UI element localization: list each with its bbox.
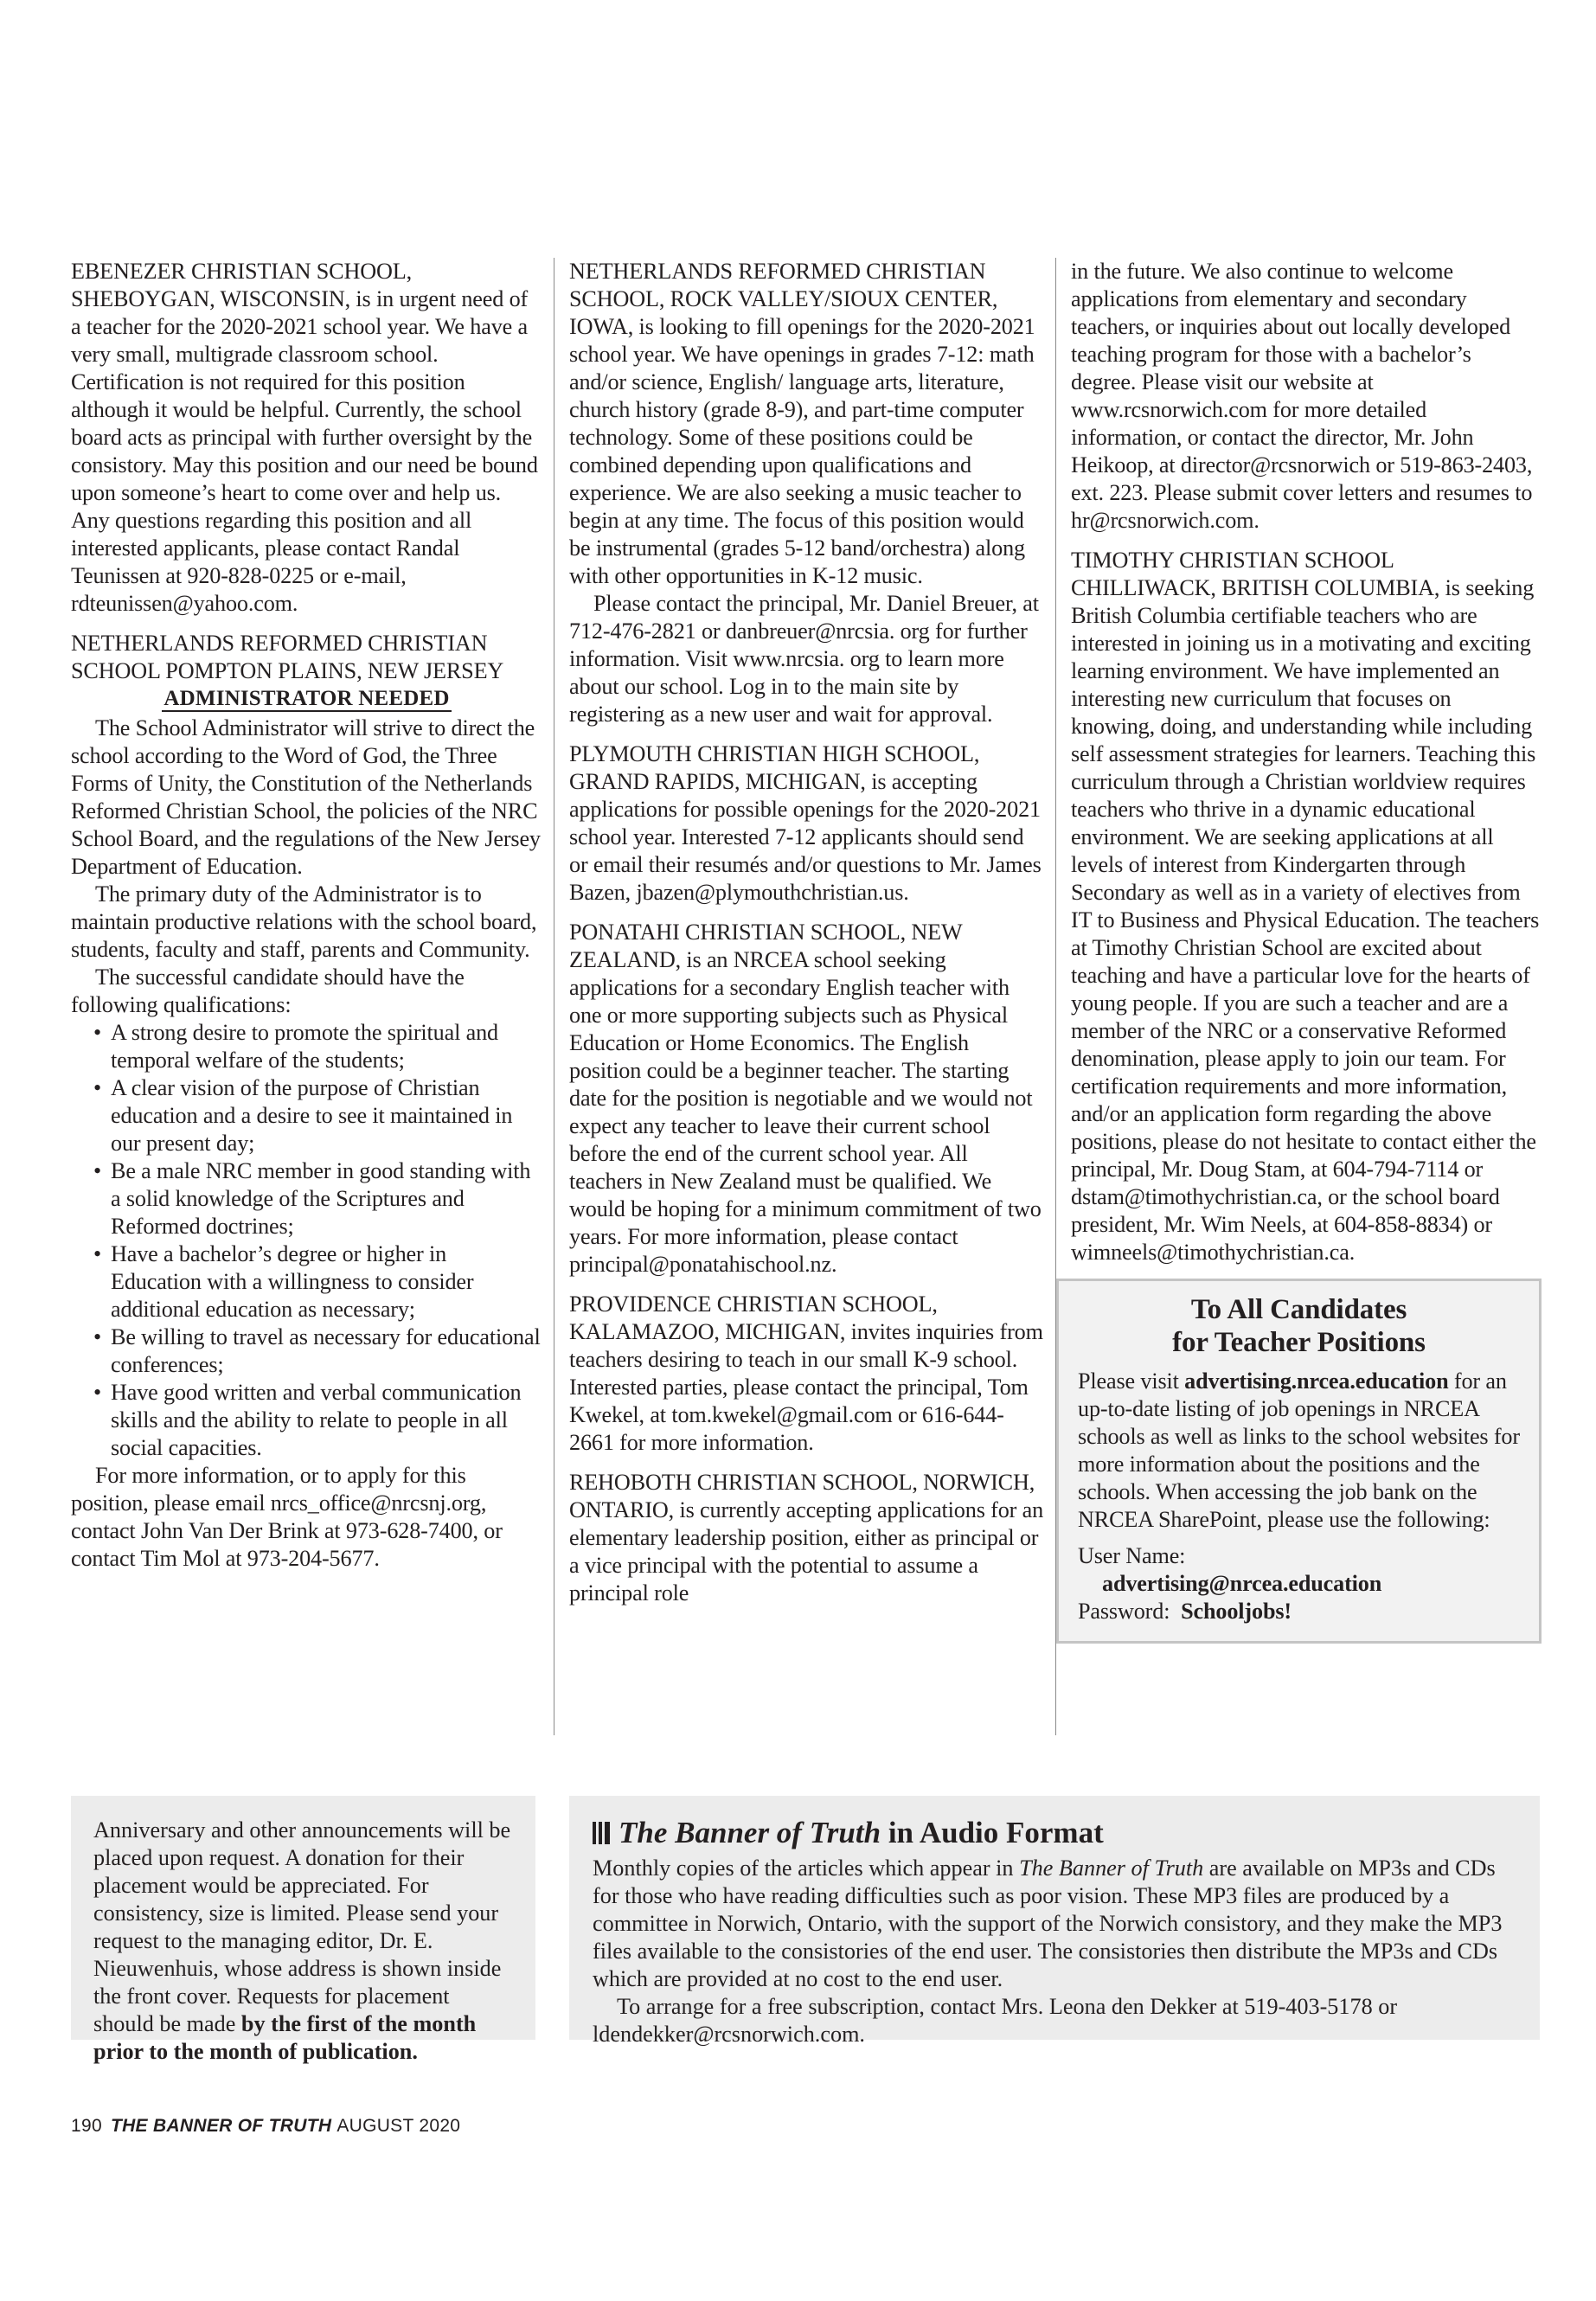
list-item: • A strong desire to promote the spiritual and temporal welfare of the students; [93, 1019, 542, 1074]
ad-paragraph: The primary duty of the Administrator is to maintain productive relations with the school board, students, faculty and staff, parents and Community. [71, 881, 537, 962]
ad-text: is seeking British Columbia certifiable teachers who are interested in joining us in a motivating and exciting learning environment. We have implemented an interesting new curriculum that focuses on knowing, doing, and understanding while including self assessment strategies for learners. Teaching this curriculum through a Christian worldview requires teachers who thrive in a dynamic educational environment. We are seeking applications at all levels of interest from Kindergarten through Secondary as well as in a variety of electives from IT to Business and Physical Education. The teachers at Timothy Christian School are excited about teaching and have a particular love for the hearts of young people. If you are such a teacher and are a member of the NRC or a conservative Reformed denomination, please apply to join our team. For certification requirements and more information, and/or an application form regarding the above positions, please do not hesitate to contact either the principal, Mr. Doug Stam, at 604-794-7114 or dstam@timothychristian.ca, or the school board president, Mr. Wim Neels, at 604-858-8834) or wimneels@timothychristian.ca. [1071, 575, 1540, 1265]
column-2 [554, 258, 1045, 1735]
ad-rehoboth [569, 1469, 1045, 1607]
list-item: • A clear vision of the purpose of Christian education and a desire to see it maintained in our present day; [93, 1074, 542, 1157]
user-name-label: User Name: [1078, 1543, 1186, 1568]
ad-text: invites inquiries from teachers desiring to teach in our small K-9 school. Interested parties, please contact the principal, Tom Kwekel, at tom.kwekel@gmail.com or 616-644-2661 for more information. [569, 1319, 1043, 1455]
ad-text: is an NRCEA school seeking applications for a secondary English teacher with one or more supporting subjects such as Physical Education or Home Economics. The English position could be a beginner teacher. The starting date for the position is negotiable and we would not expect any teacher to leave their current school before the end of the current school year. All teachers in New Zealand must be qualified. We would be hoping for a minimum commitment of two years. For more information, please contact principal@ponatahischool.nz. [569, 947, 1042, 1277]
candidates-text: Please visit advertising.nrcea.education for an up-to-date listing of job openings in NRCEA schools as well as links to the school websites for more information about the positions and the schools. When accessing the job bank on the NRCEA SharePoint, please use the following: [1078, 1368, 1520, 1532]
school-name: EBENEZER CHRISTIAN SCHOOL, SHEBOYGAN, WISCONSIN, [71, 259, 413, 311]
audio-paragraph: To arrange for a free subscription, contact Mrs. Leona den Dekker at 519-403-5178 or ldendekker@rcsnorwich.com. [593, 1994, 1398, 2047]
ad-paragraph: For more information, or to apply for this position, please email nrcs_office@nrcsnj.org, contact John Van Der Brink at 973-628-7400, or contact Tim Mol at 973-204-5677. [71, 1463, 503, 1571]
ad-text: is in urgent need of a teacher for the 2020-2021 school year. We have a very small, multigrade classroom school. Certification is not required for this position although it would be helpful. Currently, the school board acts as principal with further oversight by the consistory. May this position and our need be bound upon someone’s heart to come over and help us. Any questions regarding this position and all interested applicants, please contact Randal Teunissen at 920-828-0225 or e-mail, rdteunissen@yahoo.com. [71, 286, 538, 616]
ad-paragraph: The School Administrator will strive to direct the school according to the Word of God, the Three Forms of Unity, the Constitution of the Netherlands Reformed Christian School, the policies of the NRC School Board, and the regulations of the New Jersey Department of Education. [71, 715, 541, 879]
magazine-title: THE BANNER OF TRUTH [110, 2116, 332, 2136]
ad-rehoboth-continued [1071, 258, 1540, 535]
audio-title: The Banner of Truth in Audio Format [593, 1815, 1517, 1851]
list-item: • Be a male NRC member in good standing with a solid knowledge of the Scriptures and Reformed doctrines; [93, 1157, 542, 1240]
school-name: PONATAHI CHRISTIAN SCHOOL, NEW ZEALAND, [569, 920, 963, 972]
audio-paragraph: Monthly copies of the articles which appear in The Banner of Truth are available on MP3s and CDs for those who have reading difficulties such as poor vision. These MP3 files are produced by a committee in Norwich, Ontario, with the support of the Norwich consistory, and they make the MP3 files available to the consistories of the end user. The consistories then distribute the MP3s and CDs which are provided at no cost to the end user. [593, 1856, 1503, 1991]
ad-timothy [1071, 547, 1540, 1266]
list-item: • Be willing to travel as necessary for educational conferences; [93, 1324, 542, 1379]
issue-date: AUGUST 2020 [337, 2116, 461, 2136]
ad-pompton [71, 630, 542, 1573]
ad-text: is looking to fill openings for the 2020-2021 school year. We have openings in grades 7-12: math and/or science, English/ language arts, literature, church history (grade 8-9), and part-time computer technology. Some of these positions could be combined depending upon qualifications and experience. We are also seeking a music teacher to begin at any time. The focus of this position would be instrumental (grades 5-12 band/orchestra) along with other opportunities in K-12 music. [569, 314, 1035, 588]
audio-bars-icon [593, 1822, 610, 1844]
qualifications-list [71, 1019, 542, 1462]
candidates-box [1056, 1279, 1542, 1644]
school-name: NETHERLANDS REFORMED CHRISTIAN SCHOOL, ROCK VALLEY/SIOUX CENTER, IOWA, [569, 259, 998, 339]
school-name: REHOBOTH CHRISTIAN SCHOOL, NORWICH, ONTARIO, [569, 1470, 1035, 1522]
ad-text: is accepting applications for possible openings for the 2020-2021 school year. Interested 7-12 applicants should send or email their resumés and/or questions to Mr. James Bazen, jbazen@plymouthchristian.us. [569, 769, 1042, 905]
ad-paragraph: The successful candidate should have the following qualifications: [71, 965, 465, 1017]
user-name-value: advertising@nrcea.education [1102, 1571, 1382, 1596]
ad-plymouth [569, 740, 1045, 907]
ad-ebenezer [71, 258, 542, 618]
audio-format-box [569, 1796, 1540, 2047]
ad-paragraph: Please contact the principal, Mr. Daniel Breuer, at 712-476-2821 or danbreuer@nrcsia. org for further information. Visit www.nrcsia. org to learn more about our school. Log in to the main site by registering as a new user and wait for approval. [569, 591, 1039, 727]
column-1 [71, 258, 542, 1735]
ad-text: in the future. We also continue to welcome applications from elementary and secondary teachers, or inquiries about out locally developed teaching program for those with a bachelor’s degree. Please visit our website at www.rcsnorwich.com for more detailed information, or contact the director, Mr. John Heikoop, at director@rcsnorwich or 519-863-2403, ext. 223. Please submit cover letters and resumes to hr@rcsnorwich.com. [1071, 259, 1533, 533]
ad-text: is currently accepting applications for an elementary leadership position, either as principal or a vice principal with the potential to assume a principal role [569, 1497, 1044, 1606]
school-name: PLYMOUTH CHRISTIAN HIGH SCHOOL, GRAND RAPIDS, MICHIGAN, [569, 741, 980, 794]
school-name: NETHERLANDS REFORMED CHRISTIAN SCHOOL POMPTON PLAINS, NEW JERSEY [71, 631, 504, 683]
password-line: Password: Schooljobs! [1078, 1599, 1292, 1624]
password-value: Schooljobs! [1181, 1599, 1292, 1624]
announcements-deadline: by the first of the month prior to the month of publication. [93, 2011, 477, 2064]
admin-heading: ADMINISTRATOR NEEDED [163, 687, 450, 710]
list-item: • Have good written and verbal communication skills and the ability to relate to people in all social capacities. [93, 1379, 542, 1462]
column-3 [1055, 258, 1540, 1735]
announcements-box [71, 1796, 535, 2064]
announcements-text: Anniversary and other announcements will be placed upon request. A donation for their placement would be appreciated. For consistency, size is limited. Please send your request to the managing editor, Dr. E. Nieuwenhuis, whose address is shown inside the front cover. Requests for placement should be made [93, 1817, 511, 2036]
ad-rock-valley [569, 258, 1045, 728]
candidates-title: To All Candidates for Teacher Positions [1172, 1294, 1426, 1358]
page-footer [71, 2116, 460, 2137]
ad-ponatahi [569, 919, 1045, 1279]
ad-providence [569, 1291, 1045, 1457]
job-bank-link[interactable]: advertising.nrcea.education [1184, 1368, 1449, 1394]
page-number: 190 [71, 2116, 102, 2136]
list-item: • Have a bachelor’s degree or higher in Education with a willingness to consider additional education as necessary; [93, 1240, 542, 1324]
school-name: TIMOTHY CHRISTIAN SCHOOL CHILLIWACK, BRITISH COLUMBIA, [1071, 548, 1440, 600]
school-name: PROVIDENCE CHRISTIAN SCHOOL, KALAMAZOO, MICHIGAN, [569, 1292, 938, 1344]
